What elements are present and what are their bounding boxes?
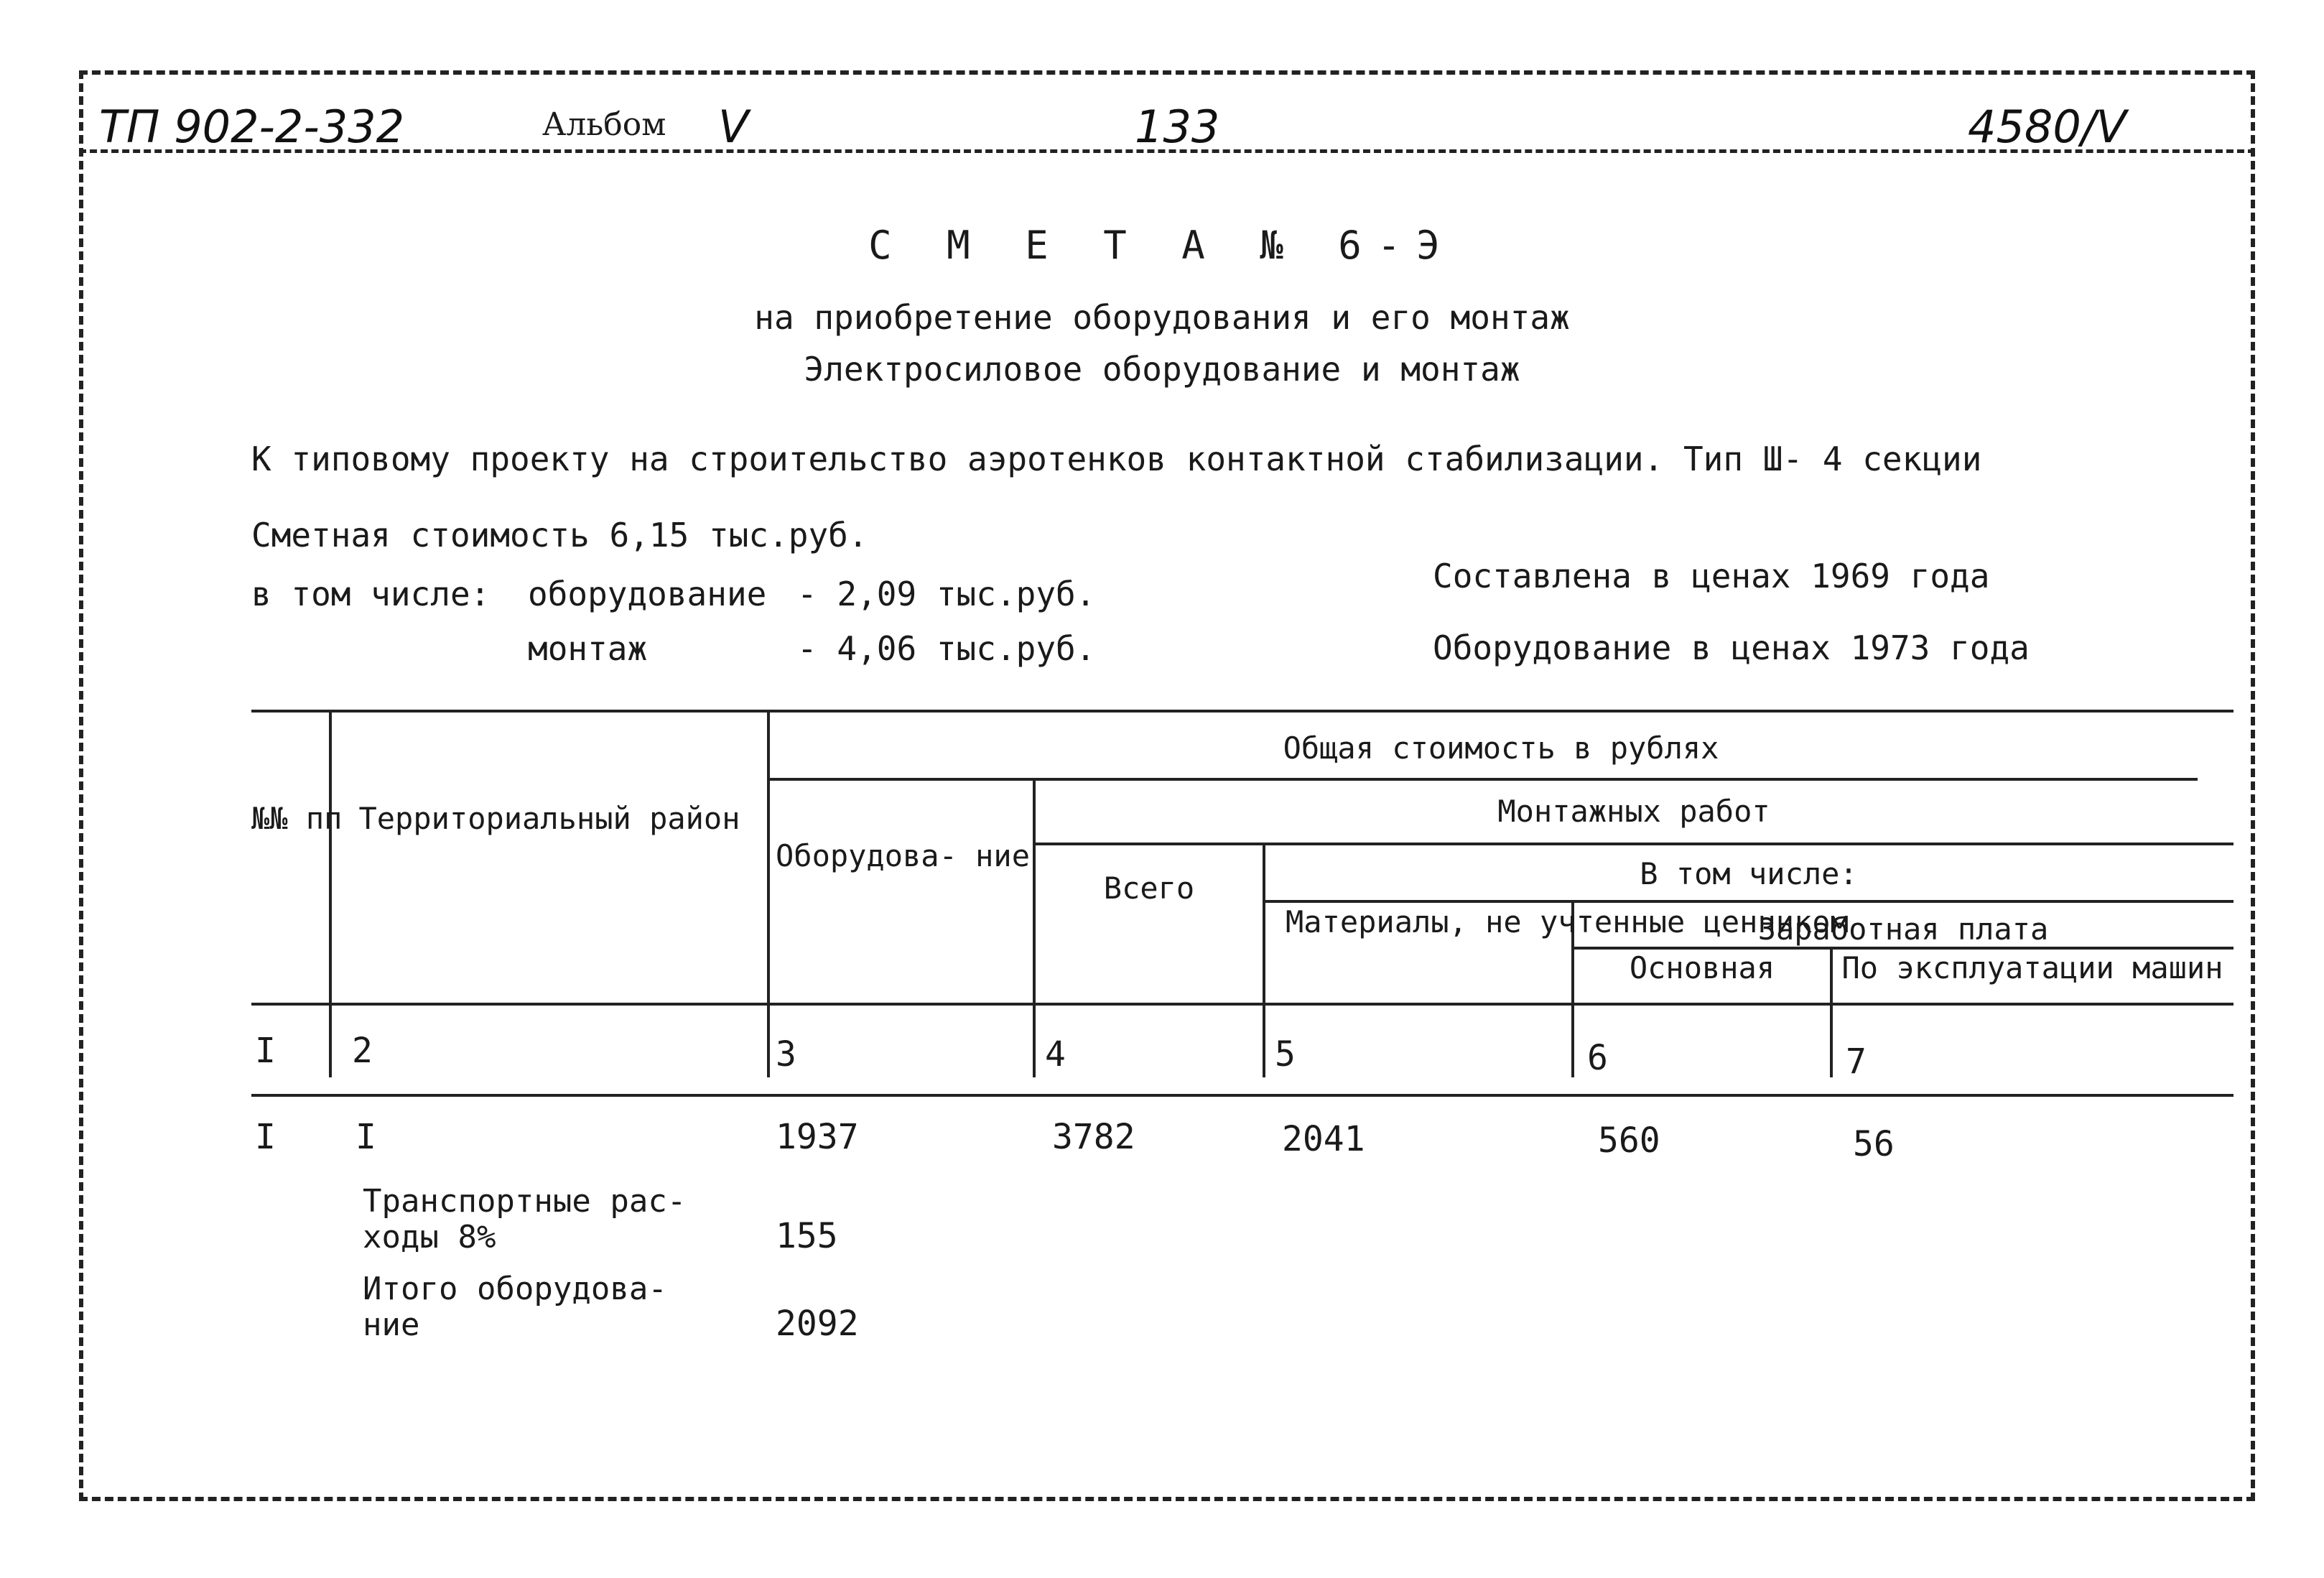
equipment-label: оборудование (528, 575, 767, 613)
mounting-works-header: Монтажных работ (1497, 794, 1770, 829)
album-number: V (718, 101, 749, 153)
estimate-subtitle-2: Электросиловое оборудование и монтаж (804, 350, 1520, 389)
col-all-header: Всего (1103, 871, 1195, 906)
transport-costs-value: 155 (776, 1216, 838, 1256)
col-basic-header: Основная (1629, 950, 1775, 985)
prices-year: Составлена в ценах 1969 года (1433, 557, 1990, 595)
col-region-header: Территориальный район (358, 801, 740, 836)
album-label: Альбом (542, 106, 666, 143)
col-number-header: №№ пп (251, 801, 343, 836)
page-number: 133 (1135, 101, 1220, 153)
sheet-number: 4580/V (1968, 101, 2127, 153)
including-header: В том числе: (1640, 856, 1858, 891)
project-line: К типовому проекту на строительство аэротенков контактной стабилизации. Тип Ш- 4 секции (251, 440, 1982, 478)
transport-costs-label: Транспортные рас- ходы 8% (363, 1183, 687, 1256)
total-cost: Сметная стоимость 6,15 тыс.руб. (251, 516, 868, 554)
mounting-cost: - 4,06 тыс.руб. (797, 629, 1096, 668)
col-index: 7 (1846, 1041, 1867, 1082)
col-index: 3 (776, 1034, 796, 1075)
col-equipment-header: Оборудова- ние (776, 838, 1031, 873)
col-machines-header: По эксплуатации машин (1841, 950, 2223, 985)
col-index: 2 (352, 1031, 373, 1071)
table-cell: 3782 (1052, 1117, 1135, 1157)
table-cell: 1937 (776, 1117, 859, 1157)
total-equipment-label: Итого оборудова- ние (363, 1271, 667, 1343)
table-cell: 56 (1853, 1124, 1895, 1164)
salary-header: Заработная плата (1757, 911, 2049, 947)
total-cost-header: Общая стоимость в рублях (1283, 730, 1719, 766)
estimate-title: С М Е Т А № 6-Э (868, 223, 1456, 268)
table-cell: I (355, 1117, 376, 1157)
project-number: ТП 902-2-332 (99, 101, 405, 153)
col-materials-header: Материалы, не учтенные ценником (1286, 904, 1849, 939)
equipment-cost: - 2,09 тыс.руб. (797, 575, 1096, 613)
estimate-subtitle: на приобретение оборудования и его монтаж (754, 298, 1570, 337)
table-cell: I (255, 1117, 276, 1157)
total-equipment-value: 2092 (776, 1304, 859, 1344)
col-index: I (255, 1031, 276, 1071)
table-cell: 2041 (1282, 1119, 1365, 1159)
mounting-label: монтаж (528, 629, 648, 668)
col-index: 6 (1587, 1038, 1608, 1078)
equipment-prices-year: Оборудование в ценах 1973 года (1433, 628, 2030, 667)
col-index: 5 (1275, 1034, 1296, 1075)
including-label: в том числе: (251, 575, 491, 613)
col-index: 4 (1045, 1034, 1066, 1075)
table-cell: 560 (1598, 1120, 1660, 1161)
